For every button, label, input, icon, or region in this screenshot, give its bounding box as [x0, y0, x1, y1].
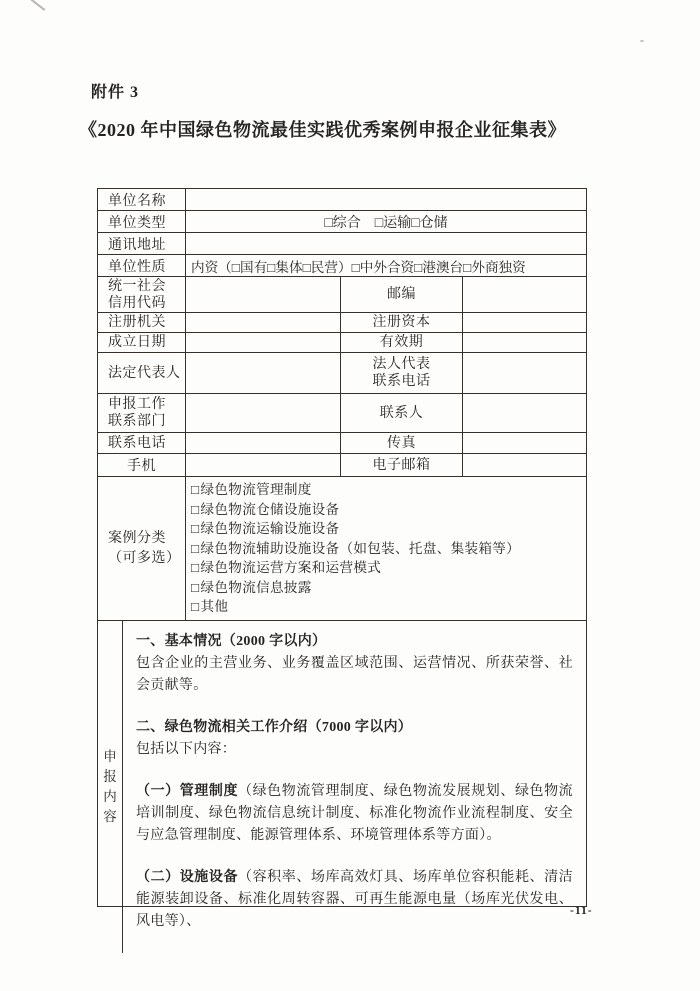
- capital-label: 注册资本: [341, 313, 463, 332]
- category-option: □绿色物流信息披露: [191, 579, 312, 595]
- postcode-label: 邮编: [341, 277, 463, 312]
- checkbox-icon: □: [191, 599, 200, 615]
- contact-dept-value: [186, 394, 341, 432]
- category-option: □其他: [191, 599, 229, 615]
- application-content-label: 申 报 内 容: [98, 621, 123, 953]
- mobile-label: 手机: [98, 454, 186, 476]
- row-phone-fax: [98, 433, 586, 454]
- capital-value: [463, 313, 586, 332]
- ownership-label: 单位性质: [98, 255, 186, 276]
- category-option: □绿色物流辅助设施设备（如包装、托盘、集装箱等）: [191, 540, 521, 556]
- document-title: 《2020 年中国绿色物流最佳实践优秀案例申报企业征集表》: [79, 120, 566, 140]
- unit-name-value: [186, 189, 586, 210]
- scan-artifact: [640, 40, 644, 42]
- checkbox-icon: □: [191, 481, 200, 497]
- row-unit-type: [98, 211, 586, 233]
- category-option: □绿色物流管理制度: [191, 481, 312, 497]
- row-unit-name: [98, 189, 586, 211]
- legal-rep-phone-value: [463, 353, 586, 393]
- row-uscc-postcode: [98, 277, 586, 313]
- checkbox-icon: □: [191, 501, 200, 517]
- validity-label: 有效期: [341, 333, 463, 352]
- uscc-label: 统一社会 信用代码: [98, 277, 186, 312]
- checkbox-icon: □: [191, 579, 200, 595]
- founding-date-value: [186, 333, 341, 352]
- founding-date-label: 成立日期: [98, 333, 186, 352]
- validity-value: [463, 333, 586, 352]
- checkbox-icon: □: [191, 540, 200, 556]
- row-founding-validity: [98, 333, 586, 353]
- row-ownership: [98, 255, 586, 277]
- email-label: 电子邮箱: [341, 454, 463, 476]
- scan-artifact: [29, 0, 46, 11]
- contact-person-value: [463, 394, 586, 432]
- checkbox-icon: □: [191, 521, 200, 537]
- unit-type-label: 单位类型: [98, 211, 186, 232]
- content-section-green-logistics-intro: 二、绿色物流相关工作介绍（7000 字以内） 包括以下内容：: [136, 720, 413, 757]
- row-registry-capital: [98, 313, 586, 333]
- uscc-value: [186, 277, 341, 312]
- attachment-label: 附件 3: [91, 84, 140, 101]
- fax-value: [463, 433, 586, 453]
- legal-rep-value: [186, 353, 341, 393]
- case-category-options: [186, 477, 586, 620]
- email-value: [463, 454, 586, 476]
- content-section-management-system: （一）管理制度（绿色物流管理制度、绿色物流发展规划、绿色物流培训制度、绿色物流信息统计制度、标准化物流作业流程制度、安全与应急管理制度、能源管理体系、环境管理体系等方面）。: [136, 784, 573, 843]
- ownership-options: 内资（□国有□集体□民营）□中外合资□港澳台□外商独资: [191, 259, 526, 275]
- application-content-body: [123, 621, 586, 953]
- row-address: [98, 233, 586, 255]
- case-category-label: 案例分类 （可多选）: [98, 477, 186, 620]
- contact-dept-label: 申报工作 联系部门: [98, 394, 186, 432]
- address-label: 通讯地址: [98, 233, 186, 254]
- category-option: □绿色物流运输设施设备: [191, 521, 340, 537]
- address-value: [186, 233, 586, 254]
- legal-rep-phone-label: 法人代表 联系电话: [341, 353, 463, 393]
- category-option: □绿色物流运营方案和运营模式: [191, 560, 382, 576]
- row-case-category: [98, 477, 586, 621]
- registry-value: [186, 313, 341, 332]
- page-number: -11-: [570, 905, 593, 917]
- row-mobile-email: [98, 454, 586, 477]
- contact-person-label: 联系人: [341, 394, 463, 432]
- row-application-content: [98, 621, 586, 953]
- content-section-basic-info: 一、基本情况（2000 字以内） 包含企业的主营业务、业务覆盖区域范围、运营情况、所获荣誉、社会贡献等。: [136, 634, 573, 693]
- category-option: □绿色物流仓储设施设备: [191, 501, 340, 517]
- registry-label: 注册机关: [98, 313, 186, 332]
- unit-name-label: 单位名称: [98, 189, 186, 210]
- postcode-value: [463, 277, 586, 312]
- unit-type-options: □综合 □运输□仓储: [324, 215, 448, 231]
- legal-rep-label: 法定代表人: [98, 353, 186, 393]
- checkbox-icon: □: [191, 560, 200, 576]
- mobile-value: [186, 454, 341, 476]
- content-section-facilities-equipment: （二）设施设备（容积率、场库高效灯具、场库单位容积能耗、清洁能源装卸设备、标准化周转容器、可再生能源电量（场库光伏发电、风电等）、: [136, 870, 573, 929]
- row-contact-dept: [98, 394, 586, 433]
- phone-label: 联系电话: [98, 433, 186, 453]
- phone-value: [186, 433, 341, 453]
- row-legal-rep: [98, 353, 586, 394]
- fax-label: 传真: [341, 433, 463, 453]
